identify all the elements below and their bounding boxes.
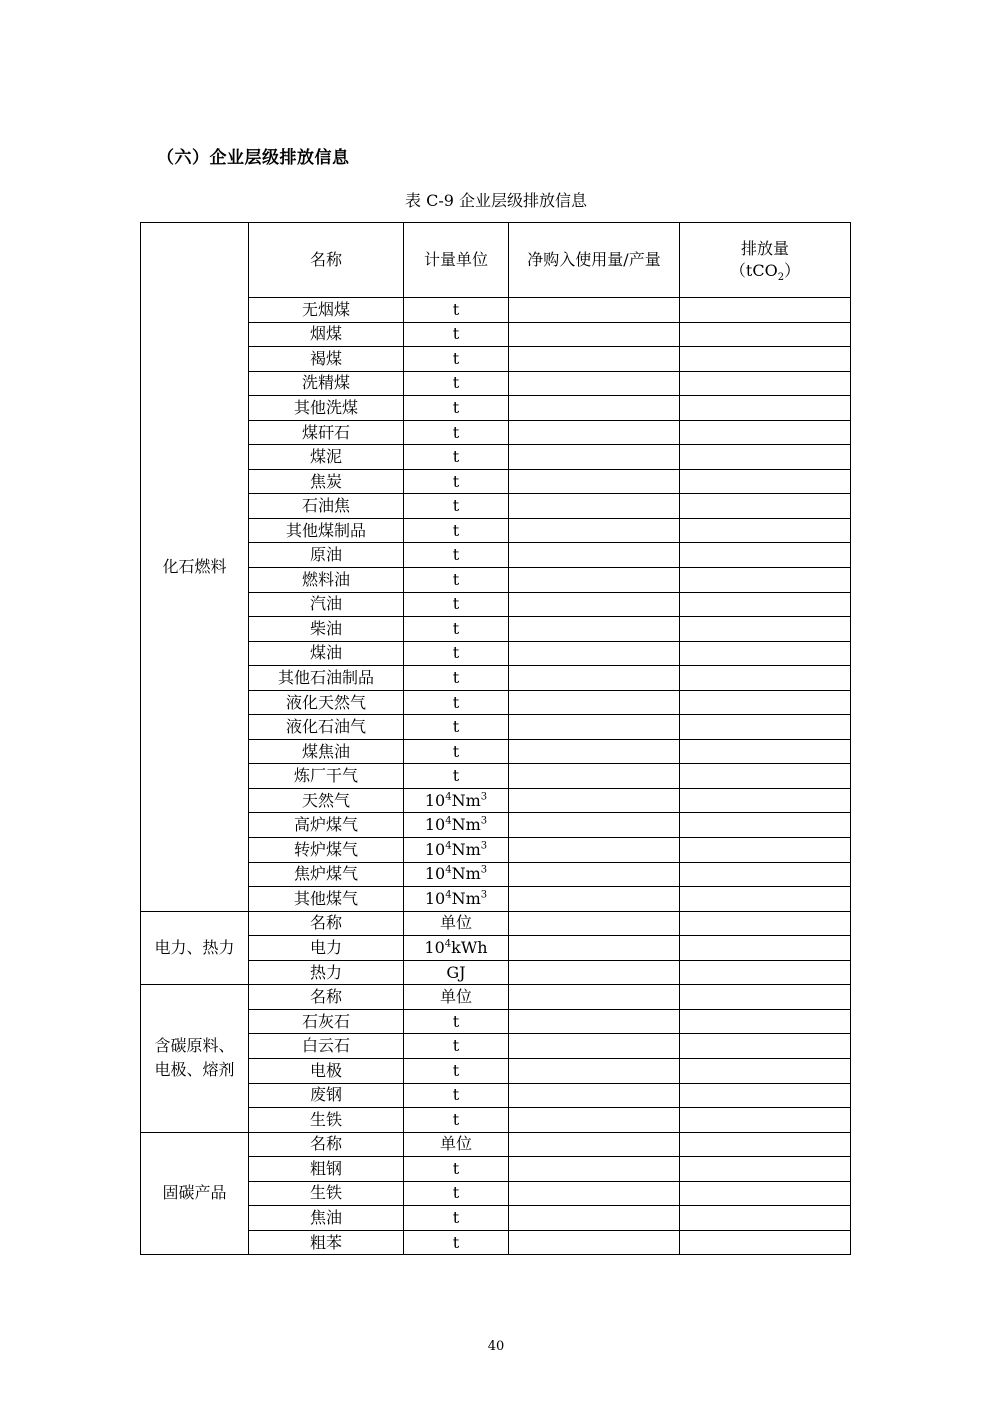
unit-symbol: kWh (451, 937, 488, 957)
net-use-cell (509, 1181, 680, 1206)
net-use-cell (509, 543, 680, 568)
item-name: 其他石油制品 (249, 666, 404, 691)
item-name: 液化石油气 (249, 715, 404, 740)
item-name: 煤油 (249, 641, 404, 666)
net-use-cell (509, 690, 680, 715)
item-name: 炼厂干气 (249, 764, 404, 789)
net-use-cell (509, 641, 680, 666)
table-header-row (141, 223, 851, 298)
item-unit: 单位 (404, 985, 509, 1010)
category-label: 化石燃料 (162, 556, 227, 576)
item-name: 原油 (249, 543, 404, 568)
item-unit: t (404, 666, 509, 691)
emissions-table (140, 222, 851, 1255)
unit-base: 10 (424, 790, 446, 810)
emission-cell (680, 371, 851, 396)
header-emission-line1: 排放量 (740, 239, 789, 258)
unit-exponent: 4 (445, 865, 452, 877)
emission-cell (680, 543, 851, 568)
net-use-cell (509, 617, 680, 642)
unit-exponent: 4 (445, 815, 452, 827)
emission-cell (680, 764, 851, 789)
category-label-line2: 电极、熔剂 (154, 1060, 235, 1080)
unit-base: 10 (424, 864, 446, 884)
item-unit: t (404, 298, 509, 323)
emission-cell (680, 739, 851, 764)
item-name: 电力 (249, 936, 404, 961)
item-unit: t (404, 1058, 509, 1083)
net-use-cell (509, 1132, 680, 1157)
unit-symbol: Nm (451, 864, 481, 884)
net-use-cell (509, 1058, 680, 1083)
item-name: 生铁 (249, 1181, 404, 1206)
unit-exponent: 4 (445, 840, 452, 852)
item-unit: t (404, 1157, 509, 1182)
net-use-cell (509, 985, 680, 1010)
unit-symbol: Nm (451, 790, 481, 810)
item-unit: t (404, 592, 509, 617)
unit-base: 10 (424, 937, 445, 957)
unit-symbol: Nm (451, 839, 481, 859)
item-unit: t (404, 371, 509, 396)
emission-cell (680, 1009, 851, 1034)
unit-exponent: 4 (445, 791, 452, 803)
item-unit: t (404, 543, 509, 568)
net-use-cell (509, 911, 680, 936)
item-unit: 单位 (404, 1132, 509, 1157)
emission-cell (680, 641, 851, 666)
power-category-cell (141, 911, 249, 985)
net-use-cell (509, 936, 680, 961)
unit-exponent: 4 (445, 889, 452, 901)
unit-base: 10 (424, 839, 446, 859)
item-name: 石油焦 (249, 494, 404, 519)
item-name: 褐煤 (249, 347, 404, 372)
emission-cell (680, 518, 851, 543)
category-label-line1: 含碳原料、 (154, 1036, 235, 1056)
emission-cell (680, 298, 851, 323)
net-use-cell (509, 1083, 680, 1108)
item-unit: t (404, 347, 509, 372)
emission-cell (680, 838, 851, 863)
net-use-cell (509, 518, 680, 543)
table-row (141, 985, 851, 1010)
unit-exponent: 3 (480, 840, 488, 852)
net-use-cell (509, 298, 680, 323)
item-unit: t (404, 518, 509, 543)
emission-cell (680, 420, 851, 445)
item-unit: t (404, 396, 509, 421)
emission-cell (680, 592, 851, 617)
table-row (141, 911, 851, 936)
item-name: 煤焦油 (249, 739, 404, 764)
unit-exponent: 3 (480, 815, 488, 827)
emission-cell (680, 960, 851, 985)
item-unit: t (404, 494, 509, 519)
item-unit: t (404, 764, 509, 789)
emission-cell (680, 1083, 851, 1108)
emission-cell (680, 690, 851, 715)
item-name: 电极 (249, 1058, 404, 1083)
unit-base: 10 (424, 815, 446, 835)
net-use-cell (509, 813, 680, 838)
emission-cell (680, 1230, 851, 1255)
item-name: 名称 (249, 911, 404, 936)
net-use-cell (509, 1230, 680, 1255)
item-name: 煤泥 (249, 445, 404, 470)
header-net-use: 净购入使用量/产量 (509, 223, 680, 298)
item-name: 粗苯 (249, 1230, 404, 1255)
net-use-cell (509, 764, 680, 789)
item-unit: t (404, 739, 509, 764)
item-unit: t (404, 1230, 509, 1255)
section-heading: （六）企业层级排放信息 (157, 148, 350, 168)
emission-cell (680, 862, 851, 887)
net-use-cell (509, 396, 680, 421)
emission-cell (680, 666, 851, 691)
header-emission (680, 223, 851, 298)
unit-symbol: Nm (451, 815, 481, 835)
item-unit (404, 813, 509, 838)
emission-cell (680, 911, 851, 936)
item-name: 其他洗煤 (249, 396, 404, 421)
item-unit: t (404, 420, 509, 445)
net-use-cell (509, 445, 680, 470)
emission-cell (680, 1034, 851, 1059)
item-name: 生铁 (249, 1108, 404, 1133)
item-name: 烟煤 (249, 322, 404, 347)
emission-cell (680, 568, 851, 593)
emission-cell (680, 396, 851, 421)
net-use-cell (509, 666, 680, 691)
header-emission-line2: （tCO$_2$） (729, 261, 801, 284)
item-name: 洗精煤 (249, 371, 404, 396)
item-unit: t (404, 445, 509, 470)
item-unit (404, 887, 509, 912)
category-label: 固碳产品 (162, 1183, 227, 1203)
emission-cell (680, 1206, 851, 1231)
net-use-cell (509, 494, 680, 519)
net-use-cell (509, 322, 680, 347)
item-name: 液化天然气 (249, 690, 404, 715)
emission-cell (680, 813, 851, 838)
net-use-cell (509, 739, 680, 764)
emission-cell (680, 936, 851, 961)
net-use-cell (509, 347, 680, 372)
net-use-cell (509, 1034, 680, 1059)
unit-symbol: Nm (451, 888, 481, 908)
net-use-cell (509, 1206, 680, 1231)
item-name: 其他煤制品 (249, 518, 404, 543)
item-unit: t (404, 568, 509, 593)
item-unit: t (404, 1181, 509, 1206)
item-unit: t (404, 1083, 509, 1108)
emissions-table-body (141, 223, 851, 1255)
item-unit: t (404, 469, 509, 494)
emission-cell (680, 322, 851, 347)
net-use-cell (509, 469, 680, 494)
item-name: 名称 (249, 1132, 404, 1157)
fossil-category-cell (141, 223, 249, 912)
emission-cell (680, 617, 851, 642)
net-use-cell (509, 568, 680, 593)
header-name: 名称 (249, 223, 404, 298)
emission-cell (680, 788, 851, 813)
item-name: 热力 (249, 960, 404, 985)
net-use-cell (509, 1108, 680, 1133)
item-unit: t (404, 715, 509, 740)
item-name: 石灰石 (249, 1009, 404, 1034)
emission-cell (680, 494, 851, 519)
item-name: 煤矸石 (249, 420, 404, 445)
net-use-cell (509, 371, 680, 396)
item-unit: GJ (404, 960, 509, 985)
net-use-cell (509, 887, 680, 912)
carbon-material-category-cell (141, 985, 249, 1132)
item-unit: t (404, 690, 509, 715)
emission-cell (680, 887, 851, 912)
item-name: 焦炭 (249, 469, 404, 494)
item-name: 名称 (249, 985, 404, 1010)
item-name: 焦油 (249, 1206, 404, 1231)
item-unit: t (404, 1034, 509, 1059)
item-name: 高炉煤气 (249, 813, 404, 838)
item-name: 粗钢 (249, 1157, 404, 1182)
category-label: 电力、热力 (154, 937, 235, 957)
unit-exponent: 3 (480, 889, 488, 901)
emission-cell (680, 347, 851, 372)
net-use-cell (509, 1009, 680, 1034)
emission-cell (680, 1058, 851, 1083)
header-unit: 计量单位 (404, 223, 509, 298)
item-name: 无烟煤 (249, 298, 404, 323)
unit-exponent: 3 (480, 791, 488, 803)
emission-cell (680, 985, 851, 1010)
unit-base: 10 (424, 888, 446, 908)
net-use-cell (509, 862, 680, 887)
item-name: 其他煤气 (249, 887, 404, 912)
item-unit (404, 788, 509, 813)
net-use-cell (509, 838, 680, 863)
net-use-cell (509, 788, 680, 813)
item-unit: t (404, 1206, 509, 1231)
unit-exponent: 4 (444, 938, 452, 950)
table-row (141, 1132, 851, 1157)
item-name: 燃料油 (249, 568, 404, 593)
item-unit: t (404, 641, 509, 666)
item-unit: t (404, 1108, 509, 1133)
item-unit: t (404, 617, 509, 642)
item-name: 白云石 (249, 1034, 404, 1059)
emission-cell (680, 715, 851, 740)
item-unit: t (404, 1009, 509, 1034)
net-use-cell (509, 1157, 680, 1182)
table-caption: 表 C-9 企业层级排放信息 (404, 191, 587, 210)
emission-cell (680, 1157, 851, 1182)
page-number: 40 (487, 1339, 505, 1354)
unit-exponent: 3 (480, 865, 488, 877)
net-use-cell (509, 960, 680, 985)
net-use-cell (509, 420, 680, 445)
item-name: 柴油 (249, 617, 404, 642)
item-name: 汽油 (249, 592, 404, 617)
item-unit: t (404, 322, 509, 347)
emission-cell (680, 1108, 851, 1133)
item-name: 废钢 (249, 1083, 404, 1108)
item-unit (404, 862, 509, 887)
emission-cell (680, 469, 851, 494)
item-unit (404, 936, 509, 961)
item-unit (404, 838, 509, 863)
item-name: 天然气 (249, 788, 404, 813)
item-name: 转炉煤气 (249, 838, 404, 863)
net-use-cell (509, 592, 680, 617)
item-name: 焦炉煤气 (249, 862, 404, 887)
fixed-carbon-category-cell (141, 1132, 249, 1255)
emission-cell (680, 1181, 851, 1206)
item-unit: 单位 (404, 911, 509, 936)
net-use-cell (509, 715, 680, 740)
emission-cell (680, 1132, 851, 1157)
emission-cell (680, 445, 851, 470)
